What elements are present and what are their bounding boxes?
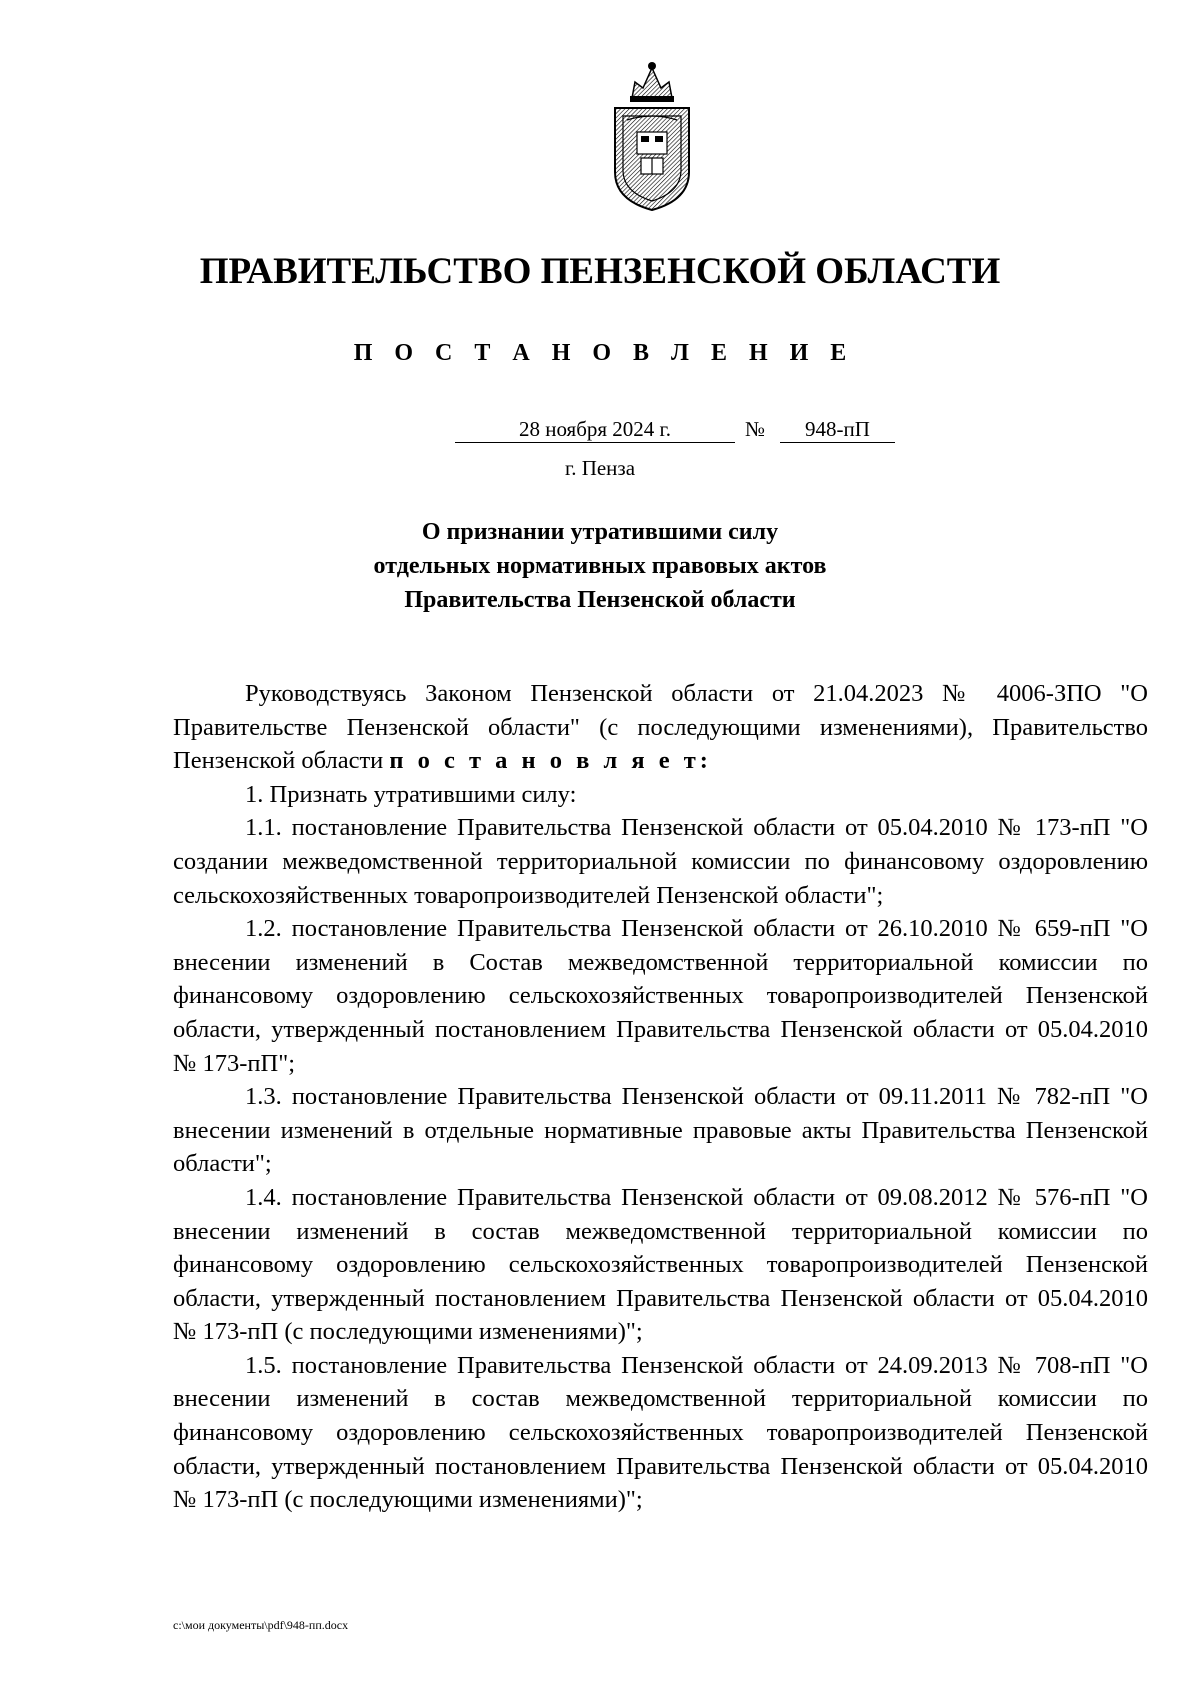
item-paragraph: 1.4. постановление Правительства Пензенской области от 09.08.2012 № 576-пП "О внесении изменений в состав межведомственной территориальной комиссии по финансовому оздоровлению сельскохозяйственных товаропроизводителей Пензенской области, утвержденный постановлением Правительства Пензенской области от 05.04.2010 № 173-пП (с последующими изменениями)"; xyxy=(173,1183,1148,1346)
subject-line: О признании утратившими силу xyxy=(421,519,779,545)
item-paragraph: 1. Признать утратившими силу: xyxy=(245,780,577,808)
document-subject xyxy=(0,515,1200,617)
subject-line: отдельных нормативных правовых актов xyxy=(373,553,827,579)
document-date: 28 ноября 2024 г. xyxy=(455,416,735,443)
item-paragraph: 1.2. постановление Правительства Пензенской области от 26.10.2010 № 659-пП "О внесении изменений в Состав межведомственной территориальной комиссии по финансовому оздоровлению сельскохозяйственных товаропроизводителей Пензенской области, утвержденный постановлением Правительства Пензенской области от 05.04.2010 № 173-пП"; xyxy=(173,915,1148,1077)
organization-title: ПРАВИТЕЛЬСТВО ПЕНЗЕНСКОЙ ОБЛАСТИ xyxy=(199,251,1001,292)
item-paragraph: 1.5. постановление Правительства Пензенской области от 24.09.2013 № 708-пП "О внесении изменений в состав межведомственной территориальной комиссии по финансовому оздоровлению сельскохозяйственных товаропроизводителей Пензенской области, утвержденный постановлением Правительства Пензенской области от 05.04.2010 № 173-пП (с последующими изменениями)"; xyxy=(173,1351,1148,1514)
file-path-footer: c:\мои документы\pdf\948-пп.docx xyxy=(173,1618,349,1632)
document-number: 948-пП xyxy=(780,416,895,443)
city: г. Пенза xyxy=(564,456,636,480)
document-type: П О С Т А Н О В Л Е Н И Е xyxy=(353,340,855,366)
coat-of-arms-icon xyxy=(597,60,707,212)
resolves-text: п о с т а н о в л я е т: xyxy=(389,747,712,775)
item-paragraph: 1.1. постановление Правительства Пензенской области от 05.04.2010 № 173-пП "О создании межведомственной территориальной комиссии по финансовому оздоровлению сельскохозяйственных товаропроизводителей Пензенской области"; xyxy=(173,814,1148,909)
preamble-paragraph xyxy=(173,677,1148,778)
date-number-line xyxy=(0,416,1200,446)
number-sign: № xyxy=(745,417,766,441)
document-body xyxy=(173,677,1148,1517)
subject-line: Правительства Пензенской области xyxy=(404,587,796,613)
preamble-text: Руководствуясь Законом Пензенской области от 21.04.2023 № 4006-ЗПО "О Правительстве Пензенской области" (с последующими изменениями), Правительство Пензенской области xyxy=(173,680,1148,775)
item-paragraph: 1.3. постановление Правительства Пензенской области от 09.11.2011 № 782-пП "О внесении изменений в отдельные нормативные правовые акты Правительства Пензенской области"; xyxy=(173,1083,1148,1178)
